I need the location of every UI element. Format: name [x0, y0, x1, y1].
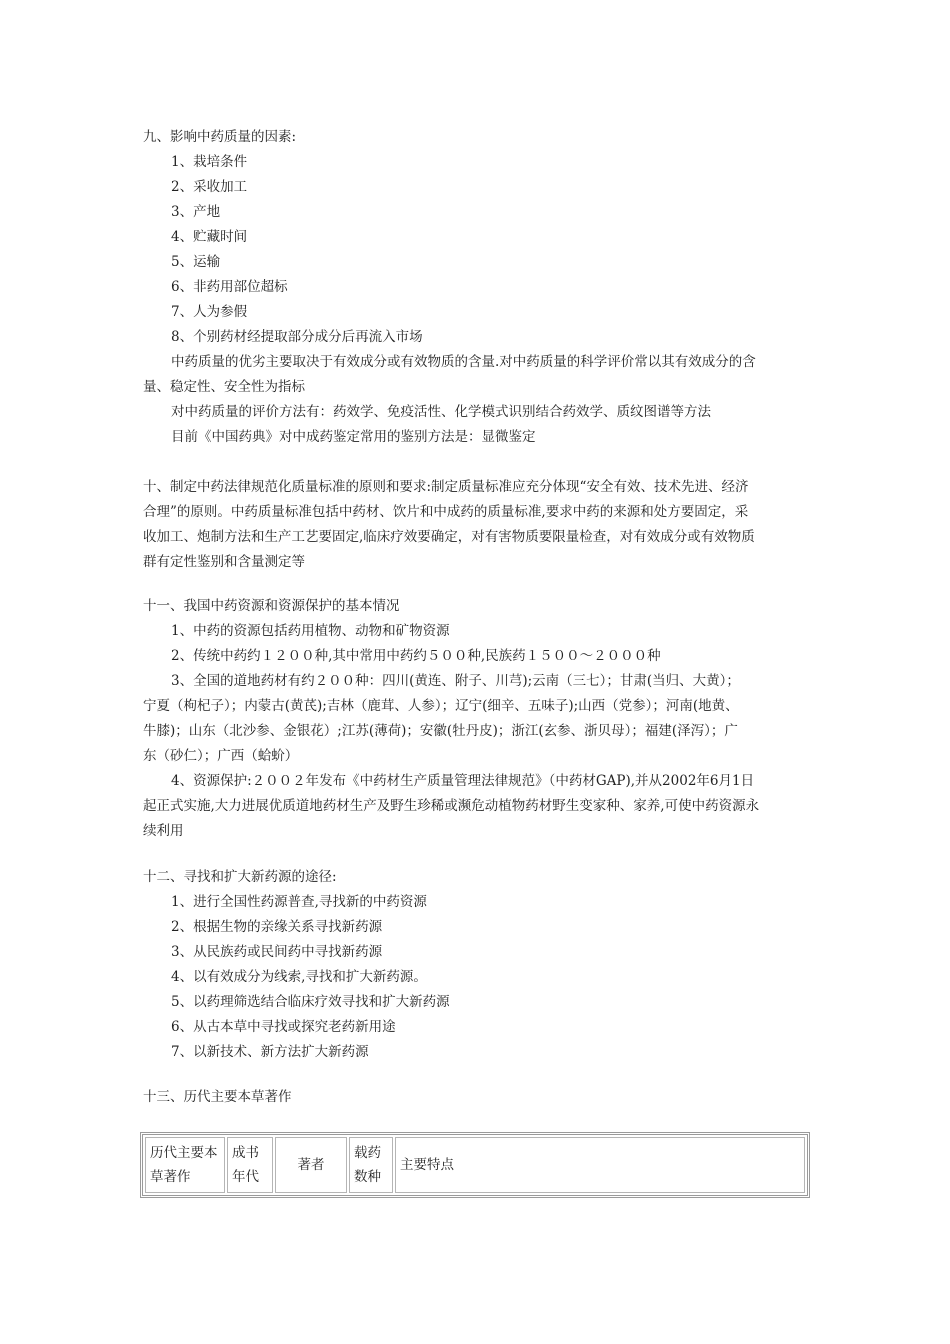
section-9-item: 3、产地 [171, 204, 221, 220]
section-11-item-2: 2、传统中药约１２００种,其中常用中药约５００种,民族药１５００～２０００种 [171, 648, 661, 664]
section-11-title: 十一、我国中药资源和资源保护的基本情况 [143, 598, 400, 614]
section-11-item-4-cont: 续利用 [143, 823, 184, 839]
section-9-title: 九、影响中药质量的因素: [143, 129, 297, 145]
section-9-item: 7、人为参假 [171, 304, 248, 320]
section-12-item: 3、从民族药或民间药中寻找新药源 [171, 944, 383, 960]
section-12-item: 6、从古本草中寻找或探究老药新用途 [171, 1019, 396, 1035]
section-11-item-3-cont: 牛膝)；山东（北沙参、金银花）;江苏(薄荷)；安徽(牡丹皮)；浙江(玄参、浙贝母）；福建(泽泻）；广 [143, 723, 738, 739]
section-9-item: 5、运输 [171, 254, 221, 270]
section-9-paragraph-3: 目前《中国药典》对中成药鉴定常用的鉴别方法是：显微鉴定 [171, 429, 536, 445]
section-12-title: 十二、寻找和扩大新药源的途径: [143, 869, 337, 885]
section-9-paragraph-1-cont: 量、稳定性、安全性为指标 [143, 379, 305, 395]
section-11-item-3-cont: 东（砂仁）；广西（蛤蚧） [143, 748, 299, 764]
section-11-item-1: 1、中药的资源包括药用植物、动物和矿物资源 [171, 623, 450, 639]
section-10-line: 收加工、炮制方法和生产工艺要固定,临床疗效要确定，对有害物质要限量检查，对有效成分或有效物质 [143, 529, 755, 545]
section-12-item: 2、根据生物的亲缘关系寻找新药源 [171, 919, 383, 935]
section-10-line: 群有定性鉴别和含量测定等 [143, 554, 305, 570]
column-header-year: 成书年代 [227, 1137, 273, 1193]
section-10-line: 十、制定中药法律规范化质量标准的原则和要求:制定质量标准应充分体现“安全有效、技术先进、经济 [143, 479, 749, 495]
section-9-item: 6、非药用部位超标 [171, 279, 288, 295]
section-12-item: 4、以有效成分为线索,寻找和扩大新药源。 [171, 969, 427, 985]
section-12-item: 1、进行全国性药源普查,寻找新的中药资源 [171, 894, 427, 910]
section-11-item-4: 4、资源保护:２００２年发布《中药材生产质量管理法律规范》（中药材GAP),并从2002年6月1日 [171, 773, 755, 789]
section-9-paragraph-2: 对中药质量的评价方法有：药效学、免疫活性、化学模式识别结合药效学、质纹图谱等方法 [171, 404, 711, 420]
column-header-drug-count: 载药数种 [349, 1137, 393, 1193]
section-9-paragraph-1: 中药质量的优劣主要取决于有效成分或有效物质的含量.对中药质量的科学评价常以其有效成分的含 [171, 354, 756, 370]
table-header-row [145, 1137, 805, 1193]
section-12-item: 5、以药理筛选结合临床疗效寻找和扩大新药源 [171, 994, 450, 1010]
section-9-item: 8、个别药材经提取部分成分后再流入市场 [171, 329, 423, 345]
section-10-line: 合理”的原则。中药质量标准包括中药材、饮片和中成药的质量标准,要求中药的来源和处方要固定，采 [143, 504, 749, 520]
herbal-works-table [140, 1132, 810, 1198]
section-12-item: 7、以新技术、新方法扩大新药源 [171, 1044, 369, 1060]
section-9-item: 1、栽培条件 [171, 154, 248, 170]
section-9-item: 4、贮藏时间 [171, 229, 248, 245]
section-11-item-3-cont: 宁夏（枸杞子）；内蒙古(黄芪);吉林（鹿茸、人参）；辽宁(细辛、五味子);山西（党参）；河南(地黄、 [143, 698, 739, 714]
section-9-item: 2、采收加工 [171, 179, 248, 195]
section-13-title: 十三、历代主要本草著作 [143, 1089, 292, 1105]
column-header-work: 历代主要本草著作 [145, 1137, 225, 1193]
column-header-features: 主要特点 [395, 1137, 805, 1193]
column-header-author: 著者 [275, 1137, 347, 1193]
section-11-item-3: 3、全国的道地药材有约２００种：四川(黄连、附子、川芎);云南（三七）；甘肃(当归、大黄）； [171, 673, 740, 689]
section-11-item-4-cont: 起正式实施,大力进展优质道地药材生产及野生珍稀或濒危动植物药材野生变家种、家养,可使中药资源永 [143, 798, 760, 814]
